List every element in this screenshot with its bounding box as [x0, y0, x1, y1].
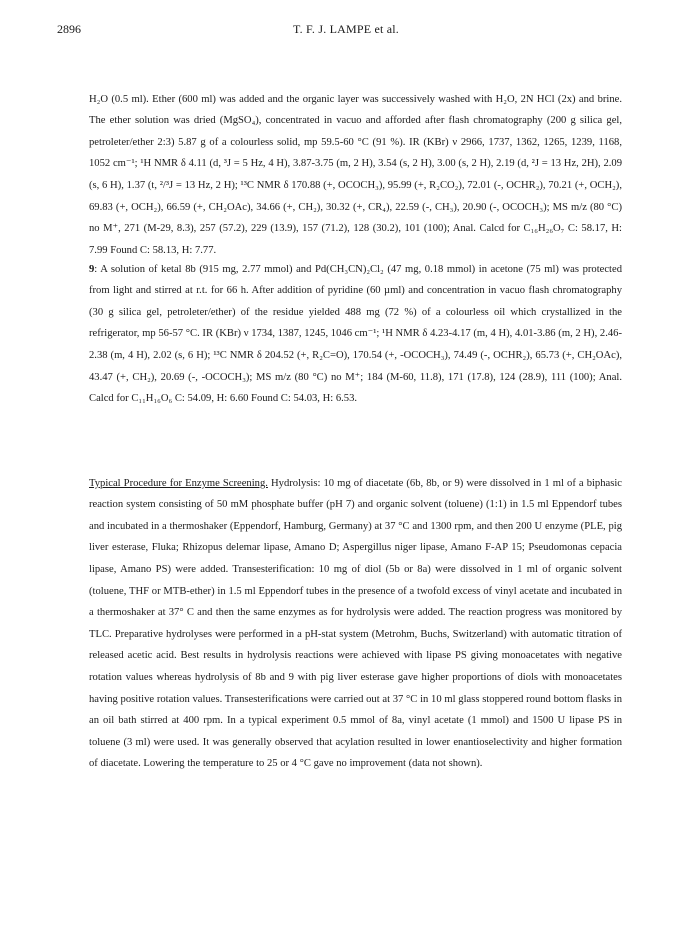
section-heading: Typical Procedure for Enzyme Screening. [89, 477, 268, 489]
page-number: 2896 [57, 22, 81, 36]
paragraph-text: H₂O (0.5 ml). Ether (600 ml) was added and the organic layer was successively washed with H₂O, 2N HCl (2x) and brine. The ether solution was dried (MgSO₄), concentrated in vacuo and afforded after flash chromatography (200 g silica gel, petroleter/ether 2:3) 5.87 g of a colourless solid, mp 59.5-60 °C (91 %). IR (KBr) ν 2966, 1737, 1362, 1265, 1239, 1168, 1052 cm⁻¹; ¹H NMR δ 4.11 (d, ³J = 5 Hz, 4 H), 3.87-3.75 (m, 2 H), 3.54 (s, 2 H), 3.00 (s, 2 H), 2.19 (d, ²J = 13 Hz, 2H), 2.09 (s, 6 H), 1.37 (t, ²/³J = 13 Hz, 2 H); ¹³C NMR δ 170.88 (+, OCOCH₃), 95.99 (+, R₂CO₂), 72.01 (-, OCHR₂), 70.21 (+, OCH₂), 69.83 (+, OCH₂), 66.59 (+, CH₂OAc), 34.66 (+, CH₂), 30.32 (+, CR₄), 22.59 (-, CH₃), 20.90 (-, OCOCH₃); MS m/z (80 °C) no M⁺, 271 (M-29, 8.3), 257 (57.2), 229 (13.9), 157 (71.2), 128 (30.2), 101 (100); Anal. Calcd for C₁₆H₂₆O₇ C: 58.17, H: 7.99 Found C: 58.13, H: 7.77. [89, 93, 622, 256]
paragraph-compound-data-1 [89, 89, 622, 262]
compound-label: 9 [89, 263, 95, 275]
paragraph-enzyme-screening [89, 473, 622, 775]
page-header [0, 22, 692, 42]
paragraph-compound-9 [89, 259, 622, 410]
running-head: T. F. J. LAMPE et al. [292, 22, 399, 36]
paragraph-text: : A solution of ketal 8b (915 mg, 2.77 mmol) and Pd(CH₃CN)₂Cl₂ (47 mg, 0.18 mmol) in acetone (75 ml) was protected from light and stirred at r.t. for 66 h. After addition of pyridine (60 µml) and concentration in vacuo flash chromatography (30 g silica gel, petroleter/ether) of the residue yielded 488 mg (72 %) of a colourless oil which crystallized in the refrigerator, mp 56-57 °C. IR (KBr) ν 1734, 1387, 1245, 1046 cm⁻¹; ¹H NMR δ 4.23-4.17 (m, 4 H), 4.01-3.86 (m, 2 H), 2.46-2.38 (m, 4 H), 2.02 (s, 6 H); ¹³C NMR δ 204.52 (+, R₂C=O), 170.54 (+, -OCOCH₃), 74.49 (-, OCHR₂), 65.73 (+, CH₂OAc), 43.47 (+, CH₂), 20.69 (-, -OCOCH₃); MS m/z (80 °C) no M⁺; 184 (M-60, 11.8), 171 (17.8), 124 (28.9), 111 (100); Anal. Calcd for C₁₁H₁₆O₆ C: 54.09, H: 6.60 Found C: 54.03, H: 6.53. [89, 263, 622, 405]
paragraph-text: Hydrolysis: 10 mg of diacetate (6b, 8b, or 9) were dissolved in 1 ml of a biphasic reaction system consisting of 50 mM phosphate buffer (pH 7) and organic solvent (toluene) (1:1) in 1.5 ml Eppendorf tubes and incubated in a thermoshaker (Eppendorf, Hamburg, Germany) at 37 °C and 1300 rpm, and then 200 U enzyme (PLE, pig liver esterase, Fluka; Rhizopus delemar lipase, Amano D; Aspergillus niger lipase, Amano F-AP 15; Pseudomonas cepacia lipase, Amano PS) were added. Transesterification: 10 mg of diol (5b or 8a) were dissolved in 1 ml of organic solvent (toluene, THF or MTB-ether) in 1.5 ml Eppendorf tubes in the presence of a twofold excess of vinyl acetate and incubated in a thermoshaker at 37° C and then the same enzymes as for hydrolysis were added. The reaction progress was monitored by TLC. Preparative hydrolyses were performed in a pH-stat system (Metrohm, Buchs, Switzerland) with automatic titration of released acetic acid. Best results in hydrolysis reactions were achieved with lipase PS giving monoacetates with negative rotation values whereas hydrolysis of 8b and 9 with pig liver esterase gave higher proportions of diols with monoacetates having positive rotation values. Transesterifications were carried out at 37 °C in 10 ml glass stoppered round bottom flasks in an oil bath stirred at 400 rpm. In a typical experiment 0.5 mmol of 8a, vinyl acetate (1 mmol) and 1500 U lipase PS in toluene (3 ml) were used. It was generally observed that acylation resulted in lower enantioselectivity and higher formation of diacetate. Lowering the temperature to 25 or 4 °C gave no improvement (data not shown). [89, 477, 622, 770]
